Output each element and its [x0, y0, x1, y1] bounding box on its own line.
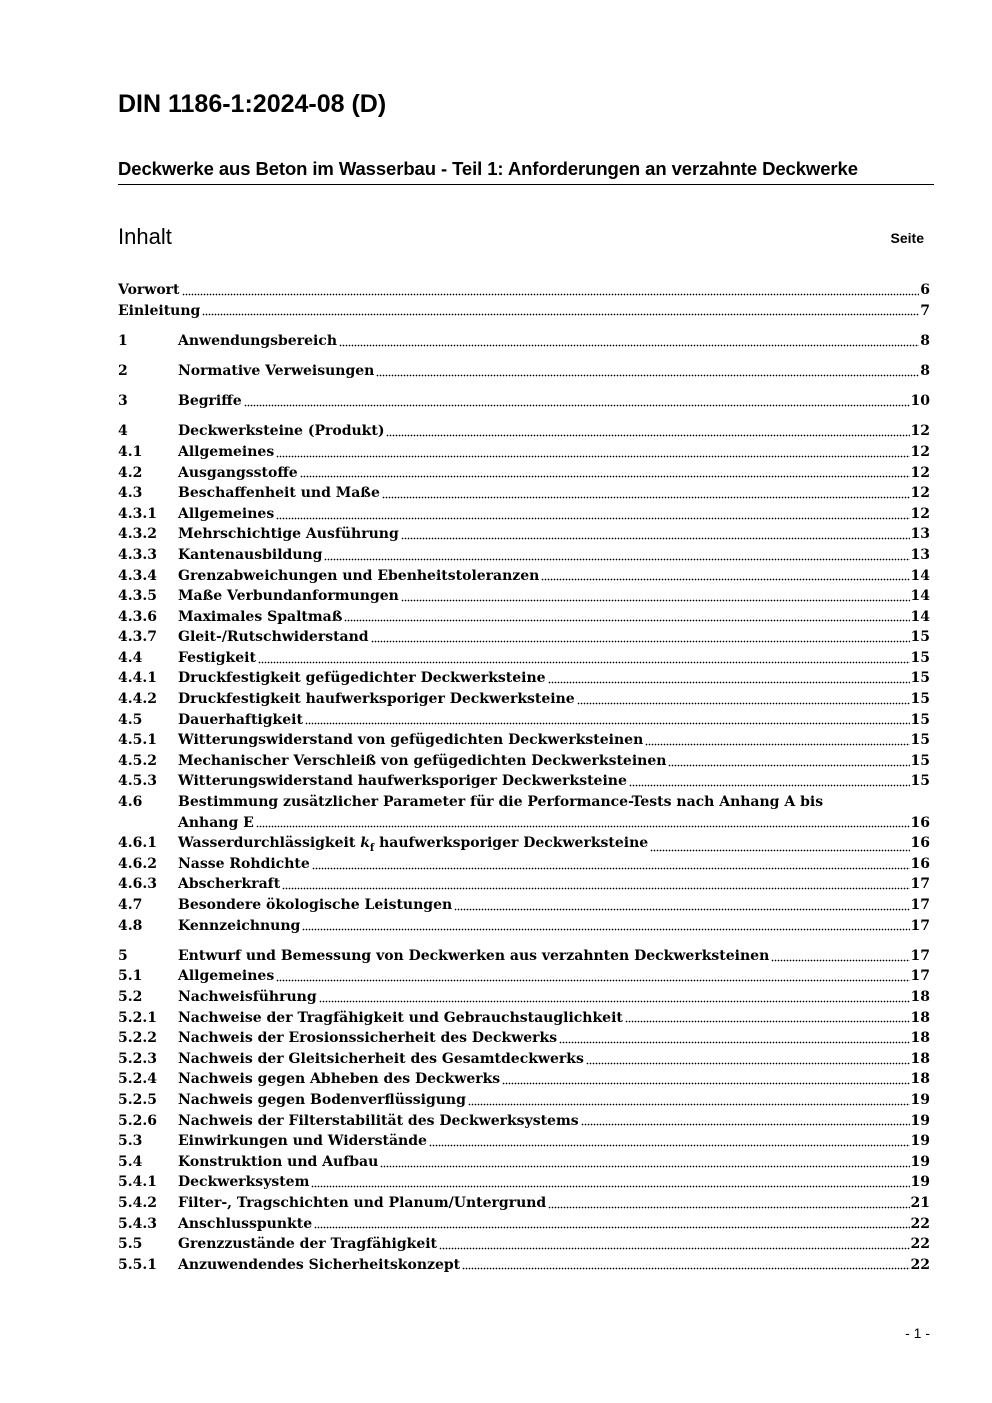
- toc-entry[interactable]: [118, 1090, 930, 1111]
- toc-entry-title: Druckfestigkeit haufwerksporiger Deckwerksteine: [178, 691, 575, 708]
- toc-entry-title: Besondere ökologische Leistungen: [178, 897, 453, 913]
- toc-entry-number: 5.3: [118, 1133, 143, 1150]
- toc-entry-number: 4.8: [118, 917, 143, 934]
- toc-entry-page: 15: [910, 773, 930, 790]
- toc-entry[interactable]: [118, 751, 930, 772]
- toc-entry-title: Konstruktion und Aufbau: [178, 1153, 379, 1170]
- toc-dot-leader: [541, 578, 909, 582]
- toc-dot-leader: [502, 1082, 909, 1086]
- toc-entry-page: 19: [910, 1091, 930, 1108]
- toc-entry-page: 19: [910, 1112, 930, 1129]
- toc-entry-number: 5.4.2: [118, 1194, 157, 1211]
- toc-dot-leader: [324, 557, 909, 561]
- toc-entry[interactable]: [118, 1111, 930, 1132]
- toc-entry[interactable]: [118, 648, 930, 669]
- toc-entry[interactable]: [118, 1214, 930, 1235]
- toc-entry[interactable]: [118, 668, 930, 689]
- toc-entry-title: Bestimmung zusätzlicher Parameter für die Performance-Tests nach Anhang A bis: [178, 794, 824, 811]
- toc-entry[interactable]: [118, 895, 930, 916]
- toc-entry-title: Nachweis der Filterstabilität des Deckwerksystems: [178, 1112, 579, 1129]
- toc-dot-leader: [182, 292, 920, 296]
- toc-entry-page: 15: [910, 711, 930, 728]
- toc-entry-title: Nachweis gegen Bodenverflüssigung: [178, 1091, 466, 1108]
- toc-entry-number: 4.3.3: [118, 546, 157, 563]
- toc-entry[interactable]: [118, 1028, 930, 1049]
- toc-entry-number: 4.7: [118, 897, 143, 913]
- toc-dot-leader: [439, 1246, 909, 1250]
- toc-entry-number: 1: [118, 332, 128, 349]
- toc-entry[interactable]: [118, 1049, 930, 1070]
- toc-dot-leader: [311, 1185, 909, 1189]
- toc-entry-page: 15: [910, 752, 930, 769]
- toc-entry[interactable]: [118, 1152, 930, 1173]
- toc-entry[interactable]: [118, 463, 930, 484]
- toc-entry-title: Grenzzustände der Tragfähigkeit: [178, 1236, 438, 1253]
- toc-entry-page: 17: [910, 968, 930, 985]
- toc-entry-number: 5.5: [118, 1236, 143, 1253]
- toc-dot-leader: [344, 619, 909, 623]
- toc-entry[interactable]: [118, 504, 930, 525]
- toc-entry[interactable]: [118, 301, 930, 322]
- toc-entry-number: 5.4: [118, 1153, 143, 1170]
- toc-entry-title: Festigkeit: [178, 649, 256, 666]
- toc-entry-title: Filter-, Tragschichten und Planum/Untergrund: [178, 1194, 547, 1211]
- toc-entry-number: 4.6.2: [118, 855, 157, 872]
- toc-entry-number: 4.3.2: [118, 526, 157, 543]
- toc-entry-title: Allgemeines: [178, 968, 275, 985]
- toc-entry-number: 5.2.6: [118, 1112, 157, 1129]
- toc-entry[interactable]: [118, 524, 930, 545]
- toc-entry[interactable]: [118, 987, 930, 1008]
- toc-dot-leader: [371, 640, 910, 644]
- toc-entry-title: Nachweis der Gleitsicherheit des Gesamtdeckwerks: [178, 1050, 584, 1067]
- toc-dot-leader: [376, 373, 919, 377]
- toc-entry[interactable]: [118, 607, 930, 628]
- toc-entry-number: 5.2.5: [118, 1091, 157, 1108]
- toc-entry-title: Maße Verbundanformungen: [178, 588, 399, 605]
- toc-entry-page: 19: [910, 1133, 930, 1150]
- toc-entry-number: 5.2: [118, 988, 143, 1005]
- toc-entry[interactable]: [118, 483, 930, 504]
- toc-entry-title: Maximales Spaltmaß: [178, 608, 343, 625]
- toc-entry-page: 16: [910, 855, 930, 872]
- toc-entry-number: 4.5.2: [118, 752, 157, 769]
- toc-entry-title: Normative Verweisungen: [178, 362, 375, 379]
- toc-entry-page: 12: [910, 443, 930, 460]
- toc-entry[interactable]: [118, 361, 930, 382]
- toc-entry[interactable]: [118, 966, 930, 987]
- toc-dot-leader: [559, 1040, 909, 1044]
- toc-entry-page: 18: [910, 1030, 930, 1047]
- toc-entry-number: 4.6.1: [118, 835, 157, 852]
- toc-header: [118, 224, 928, 250]
- toc-dot-leader: [319, 999, 910, 1003]
- toc-entry-page: 19: [910, 1174, 930, 1191]
- toc-entry-number: 5.4.3: [118, 1215, 157, 1232]
- toc-dot-leader: [276, 516, 909, 520]
- toc-entry[interactable]: [118, 442, 930, 463]
- toc-entry-title: Anwendungsbereich: [178, 332, 337, 349]
- toc-entry-number: 4.4.2: [118, 691, 157, 708]
- toc-entry-page: 13: [910, 526, 930, 543]
- toc-entry[interactable]: [118, 854, 930, 875]
- toc-entry-page: 15: [910, 629, 930, 646]
- document-title: Deckwerke aus Beton im Wasserbau - Teil 1: Anforderungen an verzahnte Deckwerke: [118, 158, 934, 185]
- toc-dot-leader: [668, 763, 909, 767]
- toc-entry-page: 21: [910, 1194, 930, 1211]
- toc-entry-title: Druckfestigkeit gefügedichter Deckwerksteine: [178, 670, 546, 687]
- toc-entry-number: 5.4.1: [118, 1174, 157, 1191]
- toc-entry-number: 4.3.6: [118, 608, 157, 625]
- toc-dot-leader: [305, 722, 910, 726]
- toc-entry-title: Beschaffenheit und Maße: [178, 485, 380, 502]
- toc-entry-page: 8: [920, 362, 930, 379]
- toc-dot-leader: [339, 343, 919, 347]
- toc-dot-leader: [629, 784, 910, 788]
- toc-dot-leader: [302, 928, 909, 932]
- toc-entry-title: Nachweis der Erosionssicherheit des Deckwerks: [178, 1030, 558, 1047]
- toc-entry-page: 12: [910, 485, 930, 502]
- toc-dot-leader: [382, 495, 910, 499]
- toc-entry-page: 12: [910, 423, 930, 440]
- toc-entry[interactable]: [118, 1008, 930, 1029]
- toc-entry[interactable]: [118, 1234, 930, 1255]
- toc-dot-leader: [276, 454, 909, 458]
- toc-dot-leader: [429, 1143, 910, 1147]
- toc-dot-leader: [312, 866, 910, 870]
- toc-dot-leader: [300, 475, 910, 479]
- toc-entry[interactable]: [118, 545, 930, 566]
- toc-entry-title: Deckwerksystem: [178, 1174, 310, 1191]
- toc-entry-page: 18: [910, 1050, 930, 1067]
- toc-entry-title: Kennzeichnung: [178, 917, 301, 934]
- toc-dot-leader: [625, 1020, 910, 1024]
- toc-dot-leader: [276, 979, 909, 983]
- toc-entry-number: 4: [118, 423, 128, 440]
- toc-entry-title: Begriffe: [178, 393, 242, 410]
- toc-dot-leader: [244, 403, 910, 407]
- toc-entry-number: 4.4: [118, 649, 143, 666]
- toc-entry[interactable]: [118, 1069, 930, 1090]
- toc-entry-page: 18: [910, 988, 930, 1005]
- toc-entry-page: 12: [910, 464, 930, 481]
- page-number: - 1 -: [905, 1325, 930, 1341]
- toc-entry[interactable]: [118, 916, 930, 937]
- toc-entry-title: Allgemeines: [178, 443, 275, 460]
- toc-dot-leader: [282, 887, 909, 891]
- toc-entry-number: 4.3.5: [118, 588, 157, 605]
- toc-entry-title: Mechanischer Verschleiß von gefügedichten Deckwerksteinen: [178, 752, 667, 769]
- toc-entry-title-part: Wasserdurchlässigkeit: [178, 835, 361, 852]
- toc-entry-page: 18: [910, 1009, 930, 1026]
- toc-entry-title: Witterungswiderstand von gefügedichten Deckwerksteinen: [178, 732, 644, 749]
- toc-dot-leader: [645, 743, 909, 747]
- toc-dot-leader: [548, 681, 910, 685]
- toc-entry[interactable]: [118, 946, 930, 967]
- toc-entry-page: 22: [910, 1256, 930, 1273]
- toc-entry-title: Deckwerksteine (Produkt): [178, 423, 385, 440]
- toc-entry-page: 16: [910, 835, 930, 852]
- toc-dot-leader: [468, 1102, 910, 1106]
- toc-entry[interactable]: [118, 710, 930, 731]
- toc-entry-title: Anzuwendendes Sicherheitskonzept: [178, 1256, 461, 1273]
- toc-entry[interactable]: [118, 833, 930, 854]
- toc-entry-number: 5: [118, 947, 128, 964]
- toc-dot-leader: [258, 660, 910, 664]
- toc-page-label: Seite: [890, 230, 924, 246]
- toc-entry-number: 2: [118, 362, 128, 379]
- toc-entry-number: 3: [118, 393, 128, 410]
- toc-entry-symbol: k: [360, 835, 370, 852]
- toc-entry-page: 19: [910, 1153, 930, 1170]
- toc-entry-number: 5.1: [118, 968, 143, 985]
- toc-dot-leader: [256, 825, 910, 829]
- toc-entry-title: Witterungswiderstand haufwerksporiger Deckwerksteine: [178, 773, 627, 790]
- toc-entry-title-part: haufwerksporiger Deckwerksteine: [374, 835, 649, 852]
- toc-dot-leader: [202, 313, 919, 317]
- toc-entry[interactable]: [118, 689, 930, 710]
- toc-entry-title: Einwirkungen und Widerstände: [178, 1133, 427, 1150]
- toc-entry-page: 7: [920, 302, 930, 319]
- toc-entry[interactable]: [118, 391, 930, 412]
- toc-entry-page: 15: [910, 670, 930, 687]
- toc-entry-title: Nachweise der Tragfähigkeit und Gebrauchstauglichkeit: [178, 1009, 623, 1026]
- toc-heading: Inhalt: [118, 224, 172, 249]
- toc-entry[interactable]: [118, 874, 930, 895]
- document-id: DIN 1186-1:2024-08 (D): [118, 90, 387, 118]
- toc-entry-page: 16: [910, 814, 930, 831]
- toc-entry-number: 4.5.3: [118, 773, 157, 790]
- toc-entry[interactable]: [118, 1255, 930, 1276]
- toc-dot-leader: [314, 1226, 909, 1230]
- toc-entry-title: Grenzabweichungen und Ebenheitstoleranzen: [178, 567, 540, 584]
- toc-entry-number: 4.4.1: [118, 670, 157, 687]
- toc-entry-page: 15: [910, 691, 930, 708]
- toc-entry-page: 14: [910, 588, 930, 605]
- toc-entry-title: Gleit-/Rutschwiderstand: [178, 629, 369, 646]
- toc-entry-number: 4.6.3: [118, 876, 157, 893]
- toc-dot-leader: [386, 434, 909, 438]
- toc-dot-leader: [380, 1164, 909, 1168]
- toc-entry-page: 22: [910, 1236, 930, 1253]
- toc-entry-number: 4.3.1: [118, 505, 157, 522]
- toc-entry[interactable]: [118, 1193, 930, 1214]
- toc-entry-title: Allgemeines: [178, 505, 275, 522]
- toc-dot-leader: [650, 848, 909, 852]
- toc-entry-number: 5.2.2: [118, 1030, 157, 1047]
- toc-entry-page: 17: [910, 917, 930, 934]
- toc-entry-title-continued: Anhang E: [178, 814, 254, 831]
- toc-entry[interactable]: [118, 627, 930, 648]
- toc-dot-leader: [581, 1123, 910, 1127]
- toc-entry-page: 15: [910, 732, 930, 749]
- toc-entry-title: Anschlusspunkte: [178, 1215, 313, 1232]
- toc-entry-title: Nachweisführung: [178, 988, 317, 1005]
- toc-entry-title: Entwurf und Bemessung von Deckwerken aus verzahnten Deckwerksteinen: [178, 947, 770, 964]
- toc-entry-page: 18: [910, 1071, 930, 1088]
- toc-entry[interactable]: [118, 771, 930, 792]
- toc-entry[interactable]: [118, 1131, 930, 1152]
- toc-entry[interactable]: [118, 421, 930, 442]
- toc-dot-leader: [401, 537, 910, 541]
- toc-entry-page: 17: [910, 897, 930, 913]
- toc-entry-title: Kantenausbildung: [178, 546, 323, 563]
- toc-entry-page: 12: [910, 505, 930, 522]
- toc-entry[interactable]: [118, 792, 930, 833]
- toc-entry-page: 17: [910, 876, 930, 893]
- toc-entry-number: 4.3: [118, 485, 143, 502]
- toc-entry-page: 17: [910, 947, 930, 964]
- toc-entry-number: 4.5: [118, 711, 143, 728]
- toc-entry-number: 5.2.3: [118, 1050, 157, 1067]
- toc-dot-leader: [462, 1267, 909, 1271]
- toc-dot-leader: [401, 598, 910, 602]
- toc-entry-title: Dauerhaftigkeit: [178, 711, 303, 728]
- toc-dot-leader: [771, 958, 909, 962]
- toc-dot-leader: [548, 1205, 909, 1209]
- toc-entry-number: 4.3.4: [118, 567, 157, 584]
- toc-entry[interactable]: [118, 586, 930, 607]
- toc-entry-page: 15: [910, 649, 930, 666]
- toc-entry-page: 13: [910, 546, 930, 563]
- toc-entry-title: Nasse Rohdichte: [178, 855, 310, 872]
- toc-entry-title: Nachweis gegen Abheben des Deckwerks: [178, 1071, 501, 1088]
- toc-entry-number: 5.2.4: [118, 1071, 157, 1088]
- toc-entry-number: 4.6: [118, 794, 143, 811]
- toc-entry-title: Ausgangsstoffe: [178, 464, 298, 481]
- toc-entry[interactable]: [118, 730, 930, 751]
- toc-entry-page: 8: [920, 332, 930, 349]
- toc-entry-number: 4.5.1: [118, 732, 157, 749]
- toc-entry-title: Abscherkraft: [178, 876, 281, 893]
- toc-entry-page: 14: [910, 567, 930, 584]
- toc-entry-number: 4.1: [118, 443, 143, 460]
- toc-entry-number: 4.3.7: [118, 629, 157, 646]
- toc-entry-title: Vorwort: [118, 282, 180, 298]
- toc-entry-number: 5.5.1: [118, 1256, 157, 1273]
- toc-dot-leader: [454, 907, 909, 911]
- toc-entry[interactable]: [118, 280, 930, 301]
- toc-entry-page: 10: [910, 393, 930, 410]
- toc-entry[interactable]: [118, 331, 930, 352]
- toc-entry-page: 22: [910, 1215, 930, 1232]
- toc-entry-page: 6: [920, 282, 930, 298]
- table-of-contents: [118, 280, 930, 1275]
- toc-entry-number: 4.2: [118, 464, 143, 481]
- toc-entry[interactable]: [118, 566, 930, 587]
- toc-entry-title: Mehrschichtige Ausführung: [178, 526, 399, 543]
- toc-entry-page: 14: [910, 608, 930, 625]
- toc-dot-leader: [586, 1061, 910, 1065]
- toc-dot-leader: [577, 701, 910, 705]
- toc-entry-number: 5.2.1: [118, 1009, 157, 1026]
- toc-entry-title: Einleitung: [118, 302, 201, 319]
- toc-entry[interactable]: [118, 1172, 930, 1193]
- toc-entry-subscript: f: [369, 843, 375, 855]
